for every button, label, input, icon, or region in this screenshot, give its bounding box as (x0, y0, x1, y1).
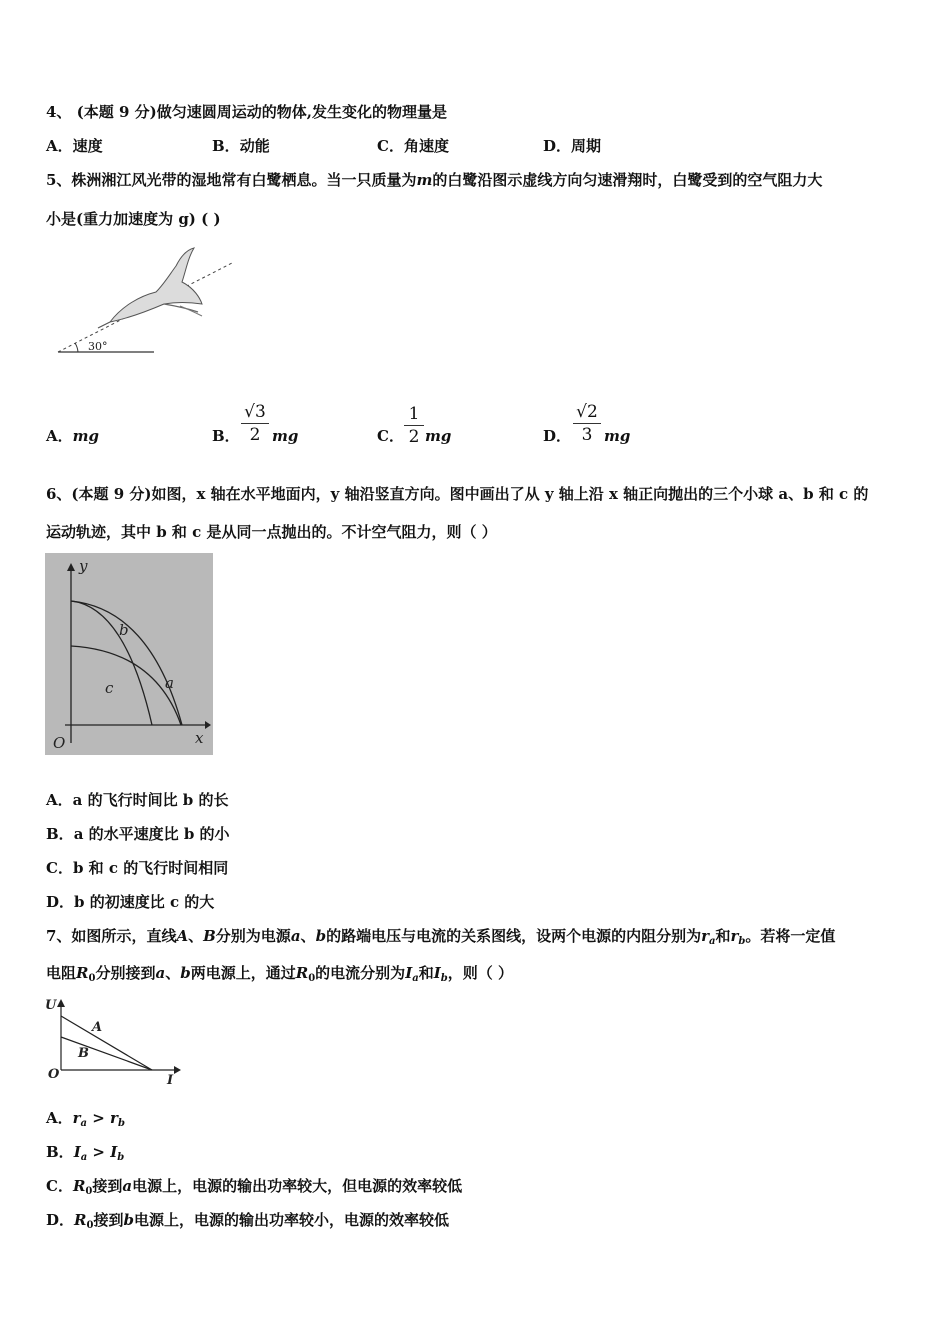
q6-option-d: D．b 的初速度比 c 的大 (46, 893, 215, 911)
y-axis-label: y (79, 557, 88, 575)
origin-label: O (48, 1067, 60, 1082)
line-b-label: B (78, 1046, 89, 1061)
curve-a-label: a (165, 674, 174, 692)
q7-option-b: B．$I_a > I_b$ (46, 1143, 125, 1163)
angle-label: 30° (88, 340, 108, 353)
line-b (61, 1037, 152, 1070)
line-a (61, 1016, 152, 1070)
projectile-figure (45, 553, 213, 755)
q5-option-c-fraction: 1 2 (404, 404, 424, 447)
origin-label: O (53, 734, 66, 752)
q6-option-a: A．a 的飞行时间比 b 的长 (46, 791, 229, 809)
q5-option-b-fraction: √3 2 (241, 402, 269, 445)
q4-option-b: B．动能 (212, 137, 270, 155)
curve-b-label: b (119, 621, 129, 639)
q6-option-b: B．a 的水平速度比 b 的小 (46, 825, 230, 843)
q5-option-b-mg: mg (272, 427, 299, 445)
q4-stem: 4、 (本题 9 分)做匀速圆周运动的物体,发生变化的物理量是 (46, 103, 447, 121)
q5-stem-line1: 5、株洲湘江风光带的湿地常有白鹭栖息。当一只质量为m的白鹭沿图示虚线方向匀速滑翔时，白鹭受到的空气阻力大 (46, 171, 823, 189)
curve-c-label: c (105, 679, 114, 697)
q7-stem-line1: 7、如图所示，直线A、B分别为电源a、b的路端电压与电流的关系图线，设两个电源的内阻分别为$r_a$和$r_b$。若将一定值 (46, 927, 836, 947)
q4-option-d: D．周期 (543, 137, 602, 155)
ui-graph-figure (40, 994, 188, 1088)
i-axis-label: I (167, 1073, 174, 1088)
q7-option-d: D．$R_0$接到b电源上，电源的输出功率较小，电源的效率较低 (46, 1211, 449, 1231)
q6-stem-line1: 6、(本题 9 分)如图，x 轴在水平地面内，y 轴沿竖直方向。图中画出了从 y 轴上沿 x 轴正向抛出的三个小球 a、b 和 c 的 (46, 485, 869, 503)
q7-stem-line2: 电阻$R_0$分别接到a、b两电源上，通过$R_0$的电流分别为$I_a$和$I_b$，则（ ） (46, 964, 513, 984)
q6-option-c: C．b 和 c 的飞行时间相同 (46, 859, 229, 877)
q5-option-b-key: B． (212, 427, 240, 445)
q5-option-c-key: C． (377, 427, 404, 445)
q7-option-c: C．$R_0$接到a电源上，电源的输出功率较大，但电源的效率较低 (46, 1177, 463, 1197)
q7-option-a: A．$r_a > r_b$ (46, 1109, 125, 1129)
angle-arc (75, 343, 78, 352)
line-a-label: A (92, 1020, 103, 1035)
egret-icon (98, 248, 202, 328)
q6-stem-line2: 运动轨迹，其中 b 和 c 是从同一点抛出的。不计空气阻力，则（ ） (46, 523, 497, 541)
q5-option-c-mg: mg (425, 427, 452, 445)
egret-figure (52, 244, 237, 360)
q5-option-d-key: D． (543, 427, 572, 445)
q5-option-d-fraction: √2 3 (573, 402, 601, 445)
q5-option-d-mg: mg (604, 427, 631, 445)
x-axis-label: x (195, 729, 204, 747)
q4-option-c: C．角速度 (377, 137, 449, 155)
u-axis-label: U (45, 998, 57, 1013)
q5-option-a: A．mg (46, 427, 100, 445)
q4-option-a: A．速度 (46, 137, 103, 155)
q5-stem-line2: 小是(重力加速度为 g) ( ) (46, 210, 221, 228)
